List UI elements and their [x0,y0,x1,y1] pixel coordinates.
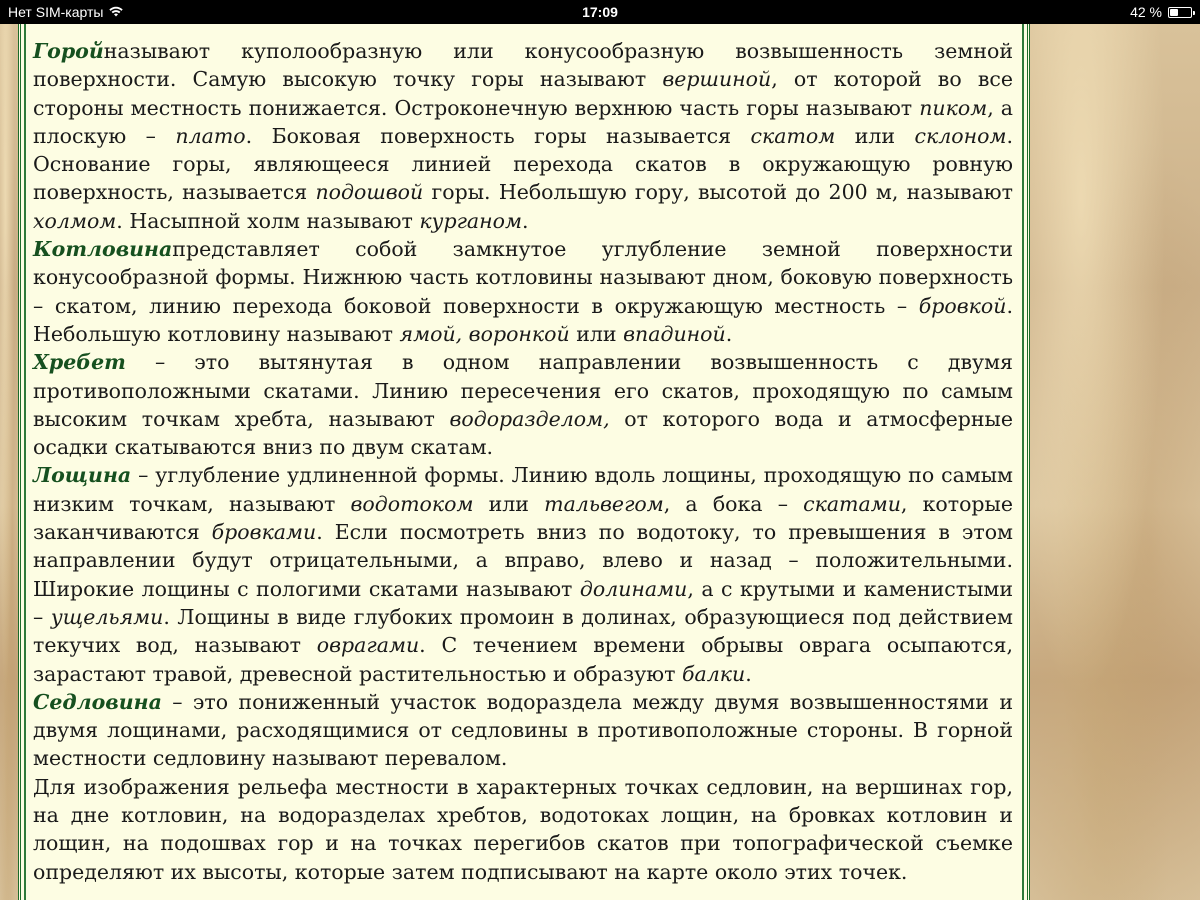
document-text [33,37,1013,886]
term-heading: Седловина [33,689,162,714]
paragraph [33,773,1013,886]
italic-term: подошвой [315,180,424,205]
text-run: – углубление удлиненной формы. Линию вдоль лощины, проходящую по самым низким точкам, называют [33,463,1013,516]
text-run: . Если посмотреть вниз по водотоку, то превышения в этом направлении будут отрицательными, а вправо, влево и назад – положительными. Широкие лощины с пологими скатами называют [33,520,1014,601]
italic-term: скатом [750,123,836,148]
text-run: , а бока – [663,491,804,516]
paragraph [33,235,1013,348]
text-run: , а с крутыми и каменистыми – [33,576,1013,629]
text-run: или [473,491,545,516]
italic-term: бровкой [918,293,1007,318]
italic-term: водотоком [350,491,474,516]
italic-term: долинами [579,576,688,601]
italic-term: ямой, воронкой [399,321,570,346]
text-run: . Боковая поверхность горы называется [245,123,751,148]
italic-term: вершиной [662,67,772,92]
text-run: – это пониженный участок водораздела между двумя возвышенностями и двумя лощинами, расходящимися от седловины в противоположные стороны. В горной местности седловину называют перевалом. [33,689,1013,771]
text-run: горы. Небольшую гору, высотой до 200 м, называют [423,180,1013,205]
paragraph [33,461,1013,687]
text-run: . [745,661,752,686]
paragraph [33,688,1013,773]
italic-term: бровками [211,520,317,545]
status-bar-right [1130,4,1192,20]
battery-fill [1170,9,1178,16]
text-run: , а плоскую – [33,95,1013,148]
paragraph [33,348,1013,461]
text-run: называют куполообразную или конусообразную возвышенность земной поверхности. Самую высокую точку горы называют [33,39,1013,92]
italic-term: курганом [419,208,522,233]
term-heading: Хребет [33,350,126,375]
carrier-label: Нет SIM-карты [8,4,104,20]
battery-icon [1168,7,1192,18]
term-heading: Горой [33,39,104,63]
parchment-background-right [1030,24,1200,900]
text-run: . [725,321,733,346]
text-run: . Основание горы, являющееся линией перехода скатов в окружающую ровную поверхность, называется [33,123,1013,205]
italic-term: плато [175,123,246,148]
text-run: . Насыпной холм называют [116,208,420,233]
text-run: . С течением времени обрывы оврага осыпаются, зарастают травой, древесной растительностью и образуют [33,633,1013,686]
paragraph [33,37,1013,235]
italic-term: впадиной [623,321,726,346]
text-run: . Небольшую котловину называют [33,293,1013,346]
text-run: – это вытянутая в одном направлении возвышенность с двумя противоположными скатами. Линию пересечения его скатов, проходящую по самым высоким точкам хребта, называют [33,350,1013,431]
parchment-background-left [0,24,18,900]
text-run: . [522,208,529,233]
term-heading: Лощина [33,463,132,488]
text-run: . Лощины в виде глубоких промоин в долинах, образующиеся под действием текучих вод, называют [33,604,1013,658]
italic-term: холмом [33,208,117,233]
battery-percent: 42 % [1130,4,1162,20]
text-run: Для изображения рельефа местности в характерных точках седловин, на вершинах гор, на дне котловин, на водоразделах хребтов, водотоках лощин, на бровках котловин и лощин, на подошвах гор и на точках перегибов скатов при топографической съемке определяют их высоты, которые затем подписывают на карте около этих точек. [33,774,1013,884]
italic-term: тальвегом [544,491,664,516]
status-bar [0,0,1200,24]
document-page [18,24,1030,900]
italic-term: склоном [914,123,1007,148]
text-run: представляет собой замкнутое углубление земной поверхности конусообразной формы. Нижнюю часть котловины называют дном, боковую поверхность – скатом, линию перехода боковой поверхности в окружающую местность – [33,237,1013,318]
italic-term: оврагами [316,633,420,658]
italic-term: скатами [803,491,901,516]
term-heading: Котловина [33,237,173,262]
italic-term: ущельями [50,604,164,629]
text-run: , от которой во все стороны местность понижается. Остроконечную верхнюю часть горы называют [33,67,1013,120]
italic-term: балки [681,661,746,686]
text-run: , которые заканчиваются [33,491,1014,545]
italic-term: водоразделом, [449,406,610,431]
clock: 17:09 [582,4,618,20]
text-run: или [569,321,624,346]
text-run: или [835,123,915,148]
italic-term: пиком [919,95,988,120]
text-run: от которого вода и атмосферные осадки скатываются вниз по двум скатам. [33,406,1013,460]
